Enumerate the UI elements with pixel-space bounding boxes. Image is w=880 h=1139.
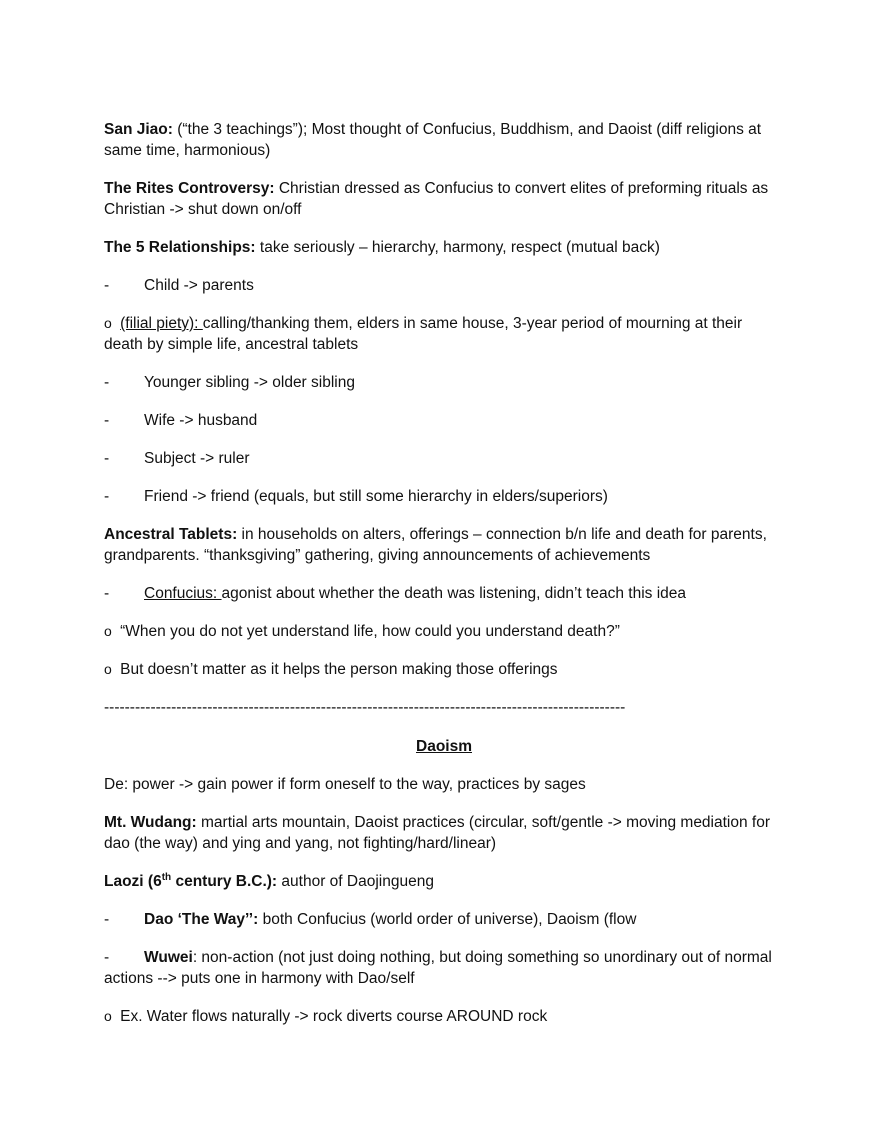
filial-piety-paragraph — [104, 313, 784, 355]
quote-text: “When you do not yet understand life, how could you understand death?” — [120, 623, 620, 640]
confucius-label: Confucius: — [144, 585, 222, 602]
dash-marker: - — [104, 412, 110, 429]
relationships-term: The 5 Relationships: — [104, 239, 256, 256]
list-item-text — [144, 583, 686, 604]
circle-bullet-icon: o — [104, 315, 112, 331]
wuwei-text: : non-action (not just doing nothing, but doing something so unordinary out of normal actions --> puts one in harmony with Dao/self — [104, 949, 772, 987]
dash-marker: - — [104, 277, 110, 294]
but-paragraph — [104, 659, 784, 680]
laozi-paragraph — [104, 871, 784, 892]
wudang-term: Mt. Wudang: — [104, 814, 197, 831]
list-item-younger — [104, 372, 784, 393]
rites-term: The Rites Controversy: — [104, 180, 275, 197]
quote-paragraph — [104, 621, 784, 642]
filial-piety-text: calling/thanking them, elders in same house, 3-year period of mourning at their death by simple life, ancestral tablets — [104, 315, 743, 353]
dao-term: Dao ‘The Way’’: — [144, 911, 259, 928]
list-item-text: Friend -> friend (equals, but still some hierarchy in elders/superiors) — [144, 488, 608, 505]
dao-text: both Confucius (world order of universe), Daoism (flow — [258, 911, 637, 928]
water-paragraph — [104, 1006, 784, 1027]
list-item-text: Younger sibling -> older sibling — [144, 374, 355, 391]
san-jiao-paragraph — [104, 119, 784, 161]
laozi-term-b: century B.C.): — [171, 873, 278, 890]
dash-marker: - — [104, 450, 110, 467]
circle-bullet-icon: o — [104, 1008, 112, 1024]
list-item-text — [144, 909, 636, 930]
list-item-wife — [104, 410, 784, 431]
tablets-term: Ancestral Tablets: — [104, 526, 238, 543]
daoism-heading: Daoism — [416, 738, 472, 755]
but-text: But doesn’t matter as it helps the person making those offerings — [120, 661, 558, 678]
confucius-text: agonist about whether the death was listening, didn’t teach this idea — [221, 585, 686, 602]
dash-marker: - — [104, 585, 110, 602]
circle-bullet-icon: o — [104, 661, 112, 677]
relationships-paragraph — [104, 237, 784, 258]
document-page — [104, 119, 784, 1044]
dash-marker: - — [104, 488, 110, 505]
list-item-wuwei — [104, 947, 784, 989]
list-item-confucius — [104, 583, 784, 604]
list-item-text: Child -> parents — [144, 277, 254, 294]
laozi-sup: th — [161, 871, 172, 883]
san-jiao-text: (“the 3 teachings”); Most thought of Confucius, Buddhism, and Daoist (diff religions at same time, harmonious) — [104, 121, 762, 159]
tablets-paragraph — [104, 524, 784, 566]
tablets-text: in households on alters, offerings – connection b/n life and death for parents, grandparents. “thanksgiving” gathering, giving announcements of achievements — [104, 526, 767, 564]
list-item-friend — [104, 486, 784, 507]
filial-piety-label: (filial piety): — [120, 315, 203, 332]
rites-text: Christian dressed as Confucius to convert elites of preforming rituals as Christian -> shut down on/off — [104, 180, 769, 218]
dash-marker: - — [104, 911, 110, 928]
wudang-text: martial arts mountain, Daoist practices (circular, soft/gentle -> moving mediation for dao (the way) and ying and yang, not fighting/hard/linear) — [104, 814, 771, 852]
de-paragraph: De: power -> gain power if form oneself to the way, practices by sages — [104, 776, 586, 793]
relationships-text: take seriously – hierarchy, harmony, respect (mutual back) — [255, 239, 660, 256]
list-item-dao — [104, 909, 784, 930]
laozi-text: author of Daojingueng — [277, 873, 434, 890]
wudang-paragraph — [104, 812, 784, 854]
list-item-child — [104, 275, 784, 296]
list-item-text: Wife -> husband — [144, 412, 258, 429]
san-jiao-term: San Jiao: — [104, 121, 173, 138]
dash-marker: - — [104, 949, 110, 966]
list-item-subject — [104, 448, 784, 469]
list-item-text: Subject -> ruler — [144, 450, 250, 467]
rites-paragraph — [104, 178, 784, 220]
circle-bullet-icon: o — [104, 623, 112, 639]
dash-marker: - — [104, 374, 110, 391]
laozi-term — [104, 873, 277, 890]
laozi-term-a: Laozi (6 — [104, 873, 162, 890]
section-divider: ----------------------------------------------------------------------------------------------------- — [104, 699, 626, 716]
wuwei-term: Wuwei — [144, 949, 193, 966]
water-text: Ex. Water flows naturally -> rock diverts course AROUND rock — [120, 1008, 548, 1025]
